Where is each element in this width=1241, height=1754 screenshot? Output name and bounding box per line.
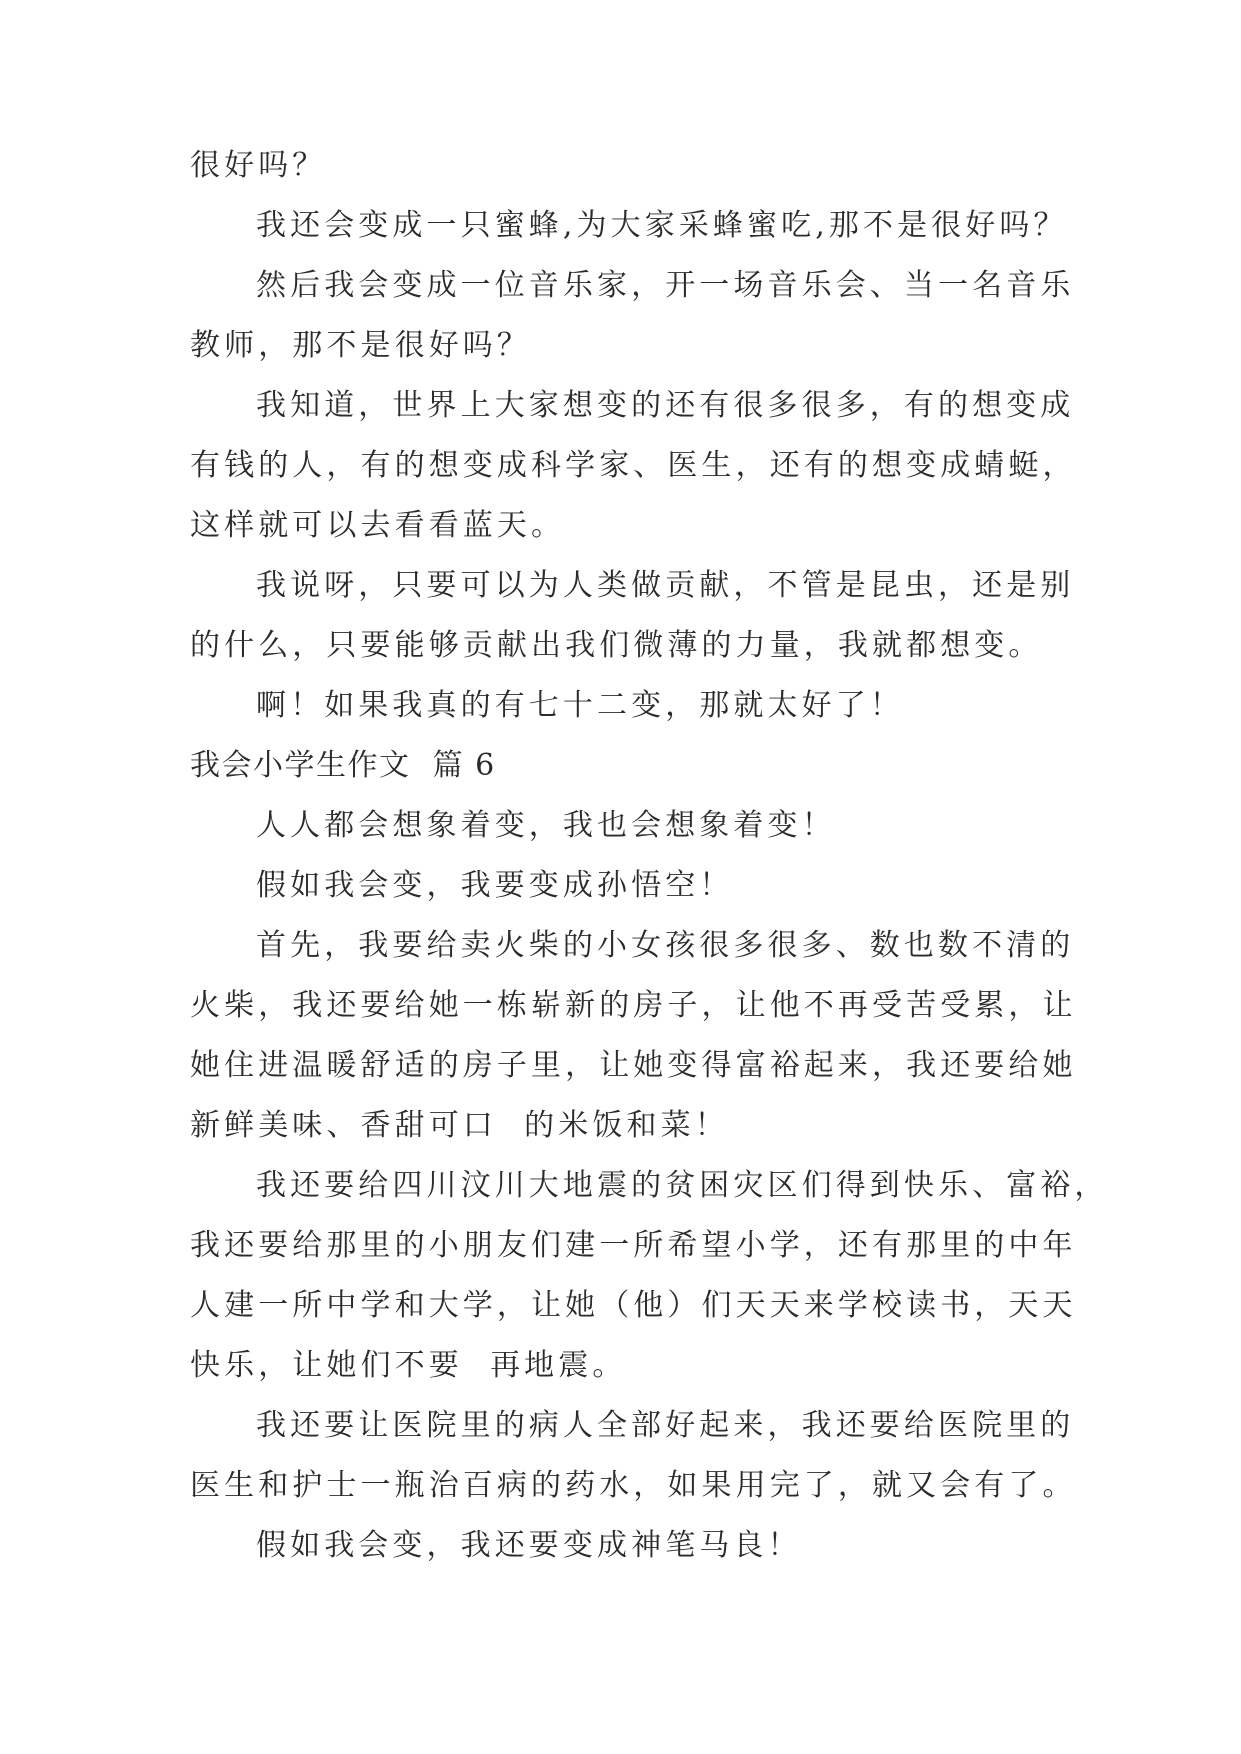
text-line: 有钱的人，有的想变成科学家、医生，还有的想变成蜻蜓， [190, 448, 1077, 483]
paragraph-first-line: 啊！如果我真的有七十二变，那就太好了！ [256, 688, 904, 723]
text-line: 教师，那不是很好吗？ [190, 328, 531, 363]
paragraph-first-line: 我说呀，只要可以为人类做贡献，不管是昆虫，还是别 [256, 568, 1075, 603]
paragraph-first-line: 我知道，世界上大家想变的还有很多很多，有的想变成 [256, 388, 1075, 423]
paragraph-first-line: 我还要给四川汶川大地震的贫困灾区们得到快乐、富裕， [256, 1168, 1109, 1203]
paragraph-first-line: 假如我会变，我还要变成神笔马良！ [256, 1528, 802, 1563]
paragraph-first-line: 首先，我要给卖火柴的小女孩很多很多、数也数不清的 [256, 928, 1075, 963]
text-line: 火柴，我还要给她一栋崭新的房子，让他不再受苦受累，让 [190, 988, 1077, 1023]
text-line: 快乐，让她们不要 再地震。 [190, 1348, 627, 1383]
text-line: 的什么，只要能够贡献出我们微薄的力量，我就都想变。 [190, 628, 1043, 663]
text-line: 医生和护士一瓶治百病的药水，如果用完了，就又会有了。 [190, 1468, 1077, 1503]
paragraph-first-line: 我还要让医院里的病人全部好起来，我还要给医院里的 [256, 1408, 1075, 1443]
paragraph-first-line: 人人都会想象着变，我也会想象着变！ [256, 808, 836, 843]
text-line: 这样就可以去看看蓝天。 [190, 508, 566, 543]
paragraph-first-line: 假如我会变，我要变成孙悟空！ [256, 868, 734, 903]
text-line: 新鲜美味、香甜可口 的米饭和菜！ [190, 1108, 729, 1143]
paragraph-first-line: 我还会变成一只蜜蜂,为大家采蜂蜜吃,那不是很好吗？ [256, 208, 1068, 243]
text-line: 人建一所中学和大学，让她（他）们天天来学校读书，天天 [190, 1288, 1077, 1323]
section-heading: 我会小学生作文 篇 6 [190, 748, 496, 783]
text-line: 很好吗？ [190, 148, 327, 183]
text-line: 我还要给那里的小朋友们建一所希望小学，还有那里的中年 [190, 1228, 1077, 1263]
paragraph-first-line: 然后我会变成一位音乐家，开一场音乐会、当一名音乐 [256, 268, 1075, 303]
text-line: 她住进温暖舒适的房子里，让她变得富裕起来，我还要给她 [190, 1048, 1077, 1083]
